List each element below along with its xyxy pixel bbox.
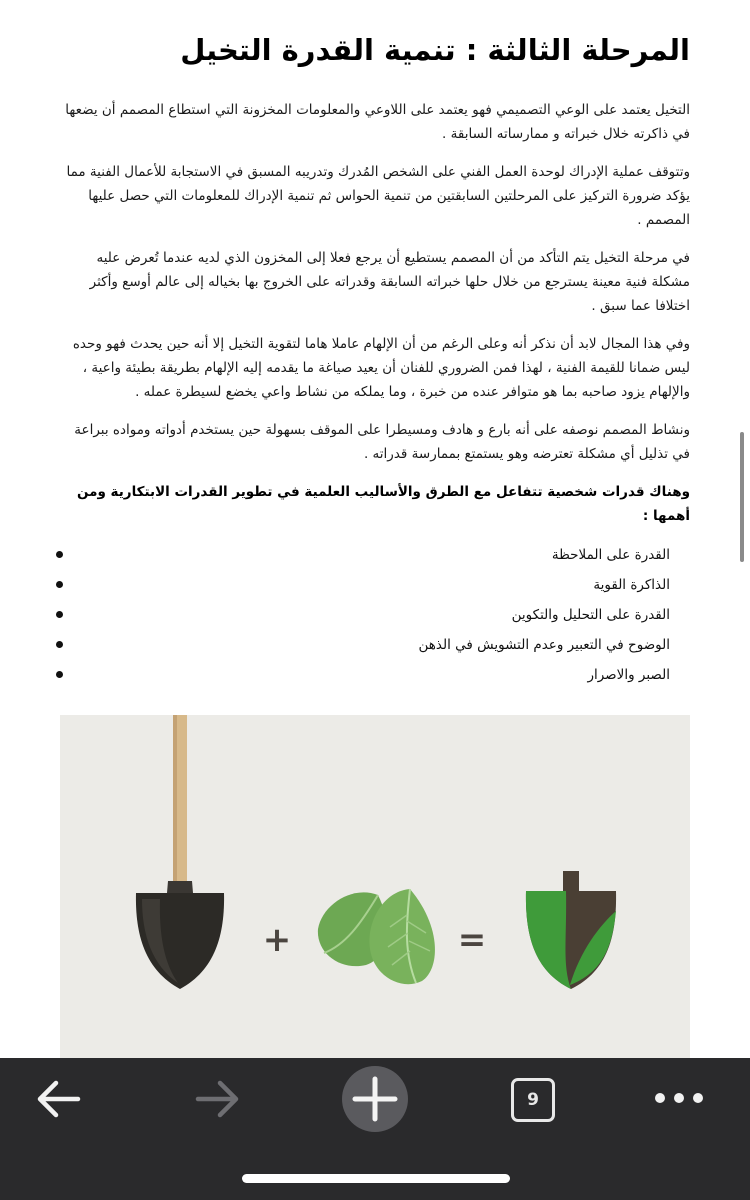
page-title: المرحلة الثالثة : تنمية القدرة التخيل: [180, 33, 690, 67]
forward-arrow-icon: [192, 1078, 242, 1120]
back-arrow-icon: [34, 1078, 84, 1120]
scrollbar[interactable]: [740, 432, 744, 562]
plus-sign: +: [262, 920, 292, 960]
list-item-label: الوضوح في التعبير وعدم التشويش في الذهن: [418, 637, 670, 653]
paragraph: التخيل يعتمد على الوعي التصميمي فهو يعتمد على اللاوعي والمعلومات المخزونة التي استطاع المصمم أن يضعها في ذاكرته خلال خبراته و ممارساته السابقة .: [65, 102, 690, 142]
list-item: [60, 540, 690, 570]
plus-icon: [342, 1066, 408, 1132]
list-heading: وهناك قدرات شخصية تتفاعل مع الطرق والأساليب العلمية في تطوير القدرات الابتكارية ومن أهمها :: [76, 484, 690, 524]
list-item: [60, 600, 690, 630]
article: [60, 20, 690, 690]
list-item-label: القدرة على التحليل والتكوين: [511, 607, 670, 623]
bullet-icon: [56, 641, 63, 648]
paragraph: في مرحلة التخيل يتم التأكد من أن المصمم يستطيع أن يرجع فعلا إلى المخزون الذي لديه عندما تُعرض عليه مشكلة فنية معينة يسترجع من خلال حلها خبراته السابقة وقدراته على الخروج بها بخياله إلى عالم أوسع وأكثر اختلافا عما سبق .: [89, 250, 690, 314]
mint-leaves-icon: [318, 889, 435, 984]
bullet-icon: [56, 581, 63, 588]
shovel-plus-leaf-illustration: [60, 715, 690, 1060]
list-item-label: الذاكرة القوية: [593, 577, 670, 593]
back-button[interactable]: [34, 1078, 84, 1120]
shovel-leaf-logo-icon: [526, 871, 616, 989]
shovel-icon: [136, 715, 224, 989]
more-icon: [650, 1088, 710, 1108]
paragraph: ونشاط المصمم نوصفه على أنه بارع و هادف ومسيطرا على الموقف بسهولة حين يستخدم أدواته ومواده ببراعة في تذليل أي مشكلة تعترضه وهو يستمتع بممارسة قدراته .: [74, 422, 690, 462]
tabs-button[interactable]: [511, 1078, 555, 1122]
paragraph: وفي هذا المجال لابد أن نذكر أنه وعلى الرغم من أن الإلهام عاملا هاما لتقوية التخيل إلا أنه حين يحدث فهو وحده ليس ضمانا للقيمة الفنية ، لهذا فمن الضروري للفنان أن يعيد صياغة ما يقدمه إليه الإلهام بطريقة بطيئة واعية ، والإلهام يزود صاحبه بما هو متوافر عنده من خبرة ، وما يملكه من نشاط واعي يخضع لسيطرة عمله .: [72, 336, 690, 400]
list-item: [60, 570, 690, 600]
paragraph: وتتوقف عملية الإدراك لوحدة العمل الفني على الشخص المُدرك وتدريبه المسبق في الاستجابة للأعمال الفنية مما يؤكد ضرورة التركيز على المرحلتين السابقتين من تنمية الحواس ثم تنمية الإدراك للمعلومات التي حصل عليها المصمم .: [66, 164, 690, 228]
list-item: [60, 660, 690, 690]
bullet-icon: [56, 611, 63, 618]
article-image: [60, 715, 690, 1060]
new-tab-button[interactable]: [342, 1066, 408, 1132]
bullet-icon: [56, 671, 63, 678]
browser-toolbar: [0, 1058, 750, 1200]
qualities-list: [60, 540, 690, 690]
tabs-icon: 9: [527, 1090, 539, 1110]
bullet-icon: [56, 551, 63, 558]
list-item: [60, 630, 690, 660]
equals-sign: =: [457, 920, 487, 960]
more-button[interactable]: [650, 1088, 710, 1108]
forward-button[interactable]: [192, 1078, 242, 1120]
list-item-label: القدرة على الملاحظة: [551, 547, 670, 563]
home-indicator[interactable]: [242, 1174, 510, 1183]
list-item-label: الصبر والاصرار: [587, 667, 670, 683]
